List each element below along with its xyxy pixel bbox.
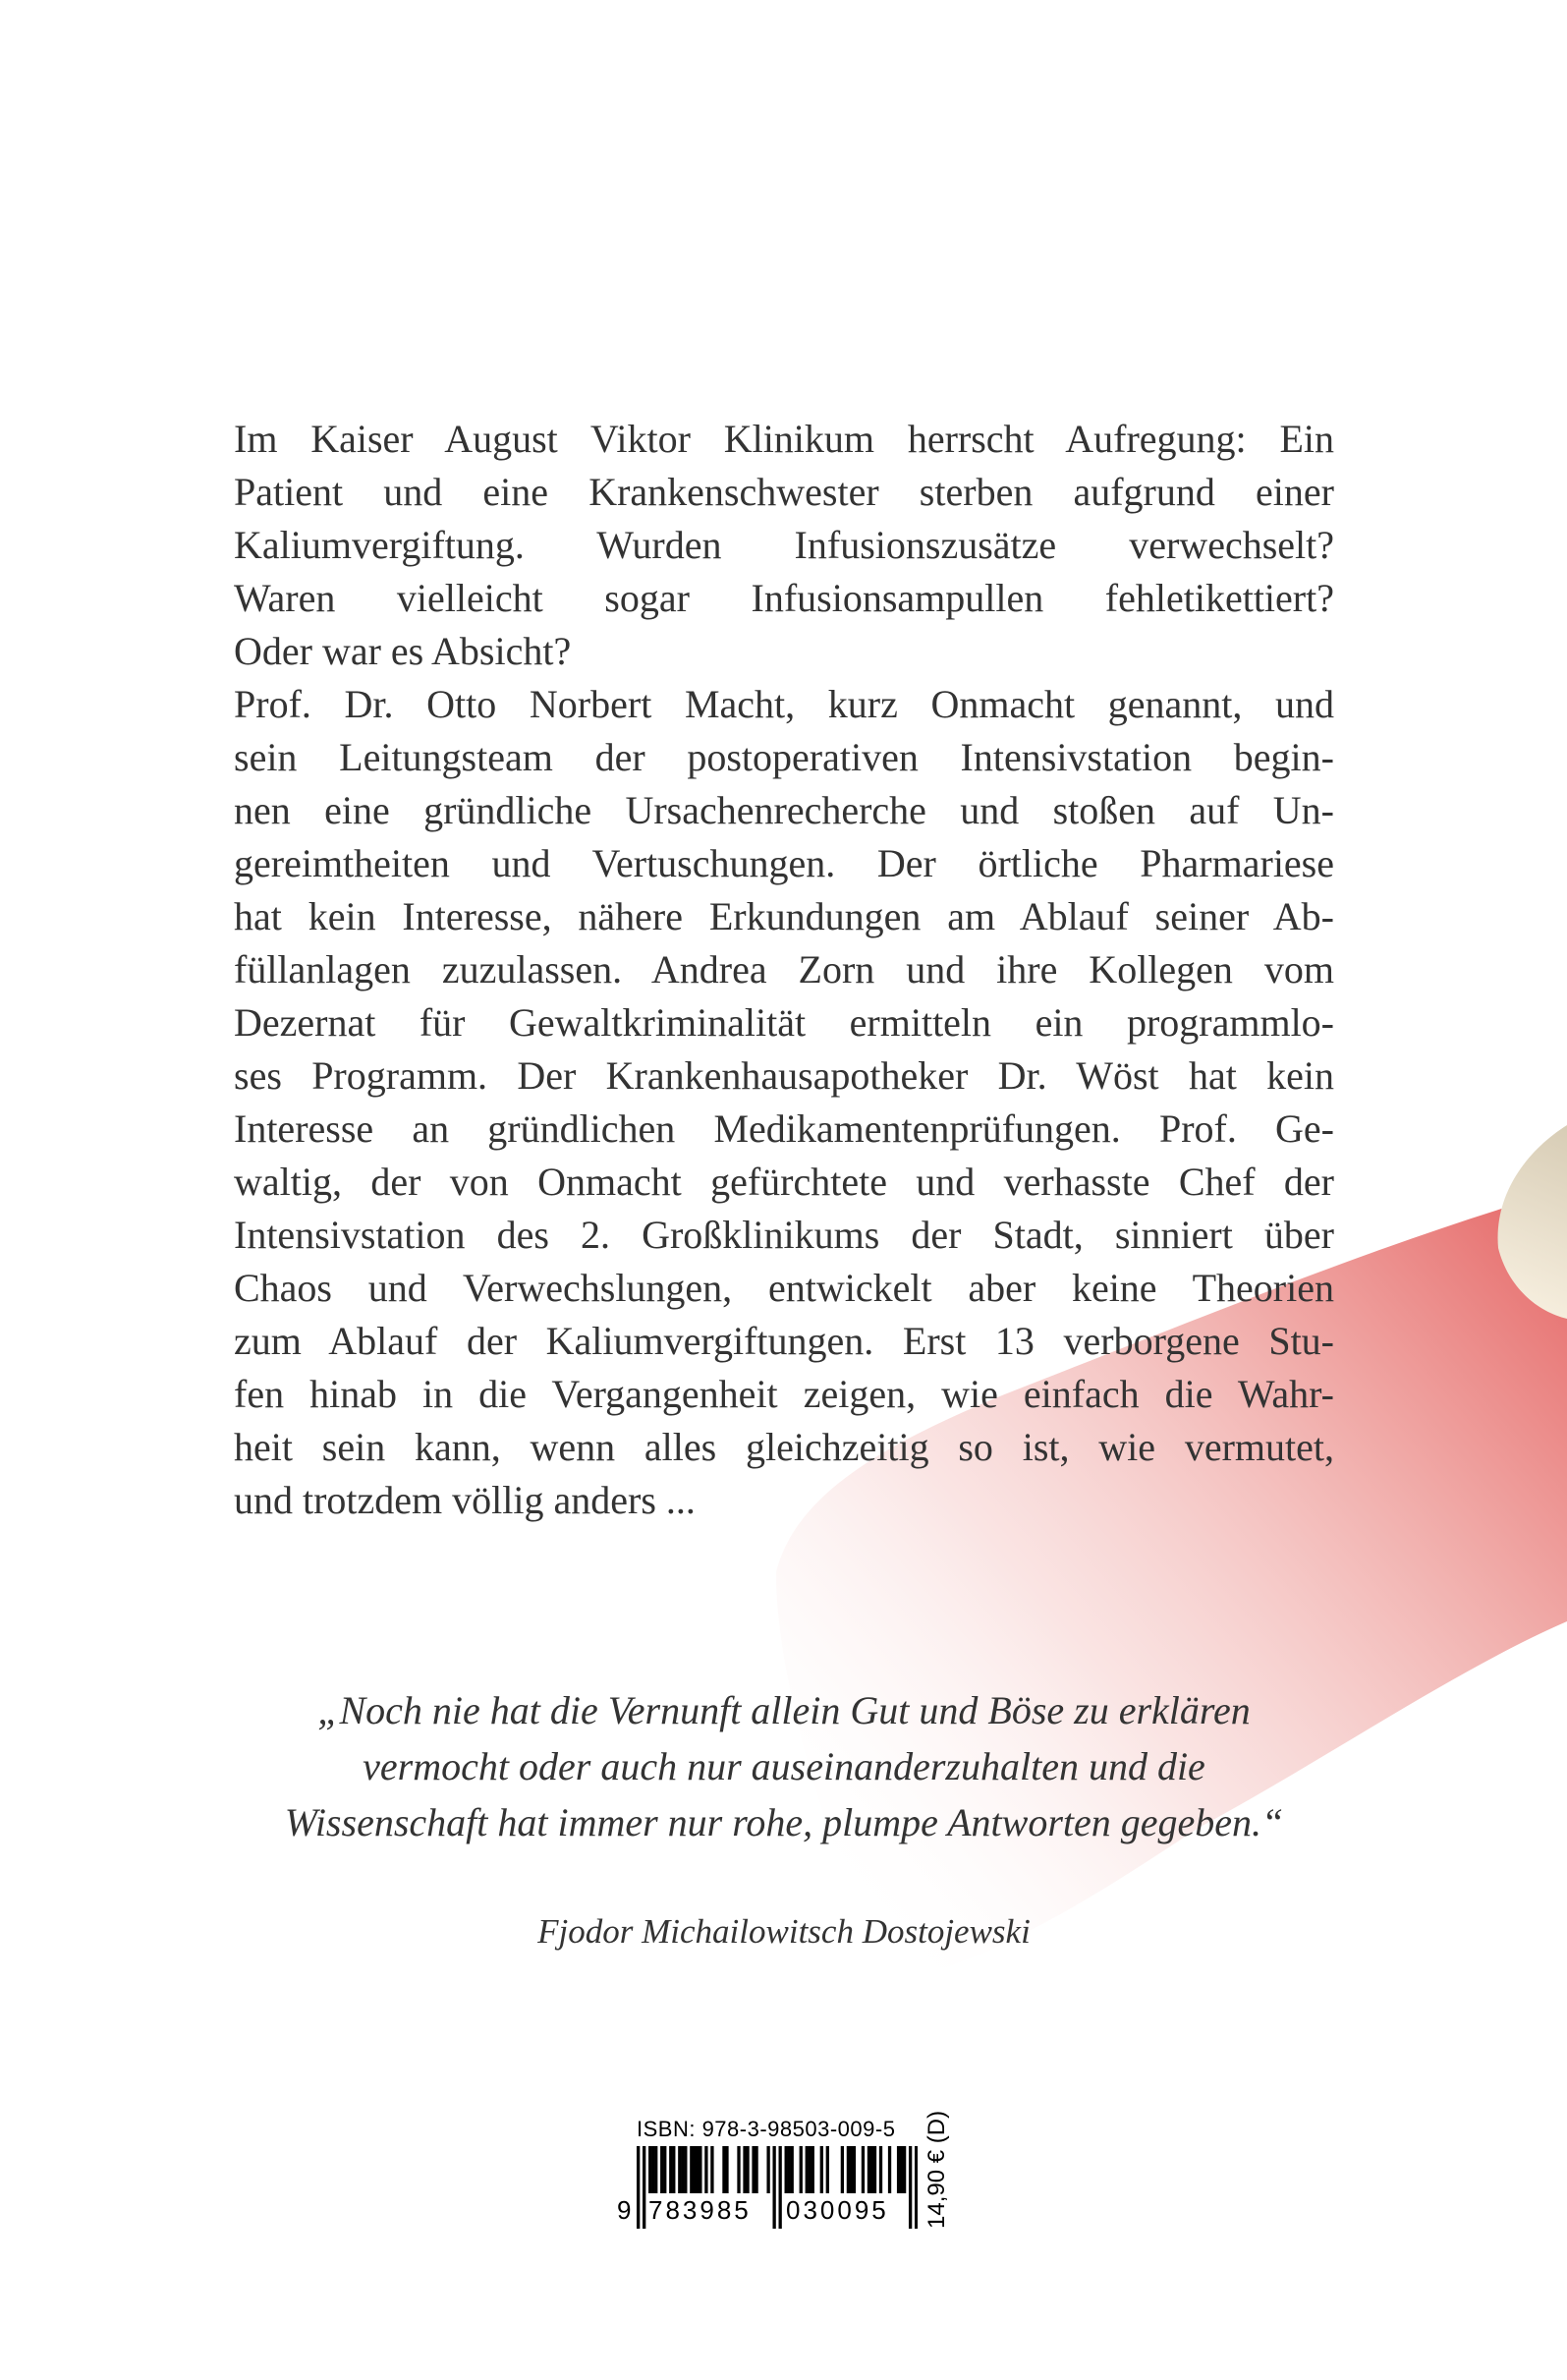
description-line: waltig, der von Onmacht gefürchtete und verhasste Chef der [234, 1160, 1334, 1204]
description-line: Prof. Dr. Otto Norbert Macht, kurz Onmacht genannt, und [234, 682, 1334, 726]
description-line: heit sein kann, wenn alles gleichzeitig so ist, wie vermutet, [234, 1425, 1334, 1469]
barcode-bar [867, 2146, 870, 2193]
barcode-bar [755, 2146, 757, 2193]
barcode-bar [684, 2146, 687, 2193]
barcode-bar [779, 2146, 782, 2229]
barcode-bar [853, 2146, 856, 2193]
barcode-bar [879, 2146, 882, 2193]
epigraph-quote [234, 1682, 1334, 1850]
barcode-bar [772, 2146, 775, 2229]
description-line: Patient und eine Krankenschwester sterben aufgrund einer [234, 470, 1334, 514]
barcode-bar [637, 2146, 640, 2229]
description-paragraph-2 [234, 678, 1334, 1527]
barcode-bar [900, 2146, 903, 2193]
barcode-bar [699, 2146, 701, 2193]
barcode-digit-first: 9 [617, 2195, 635, 2225]
description-line: gereimtheiten und Vertuschungen. Der örtliche Pharmariese [234, 841, 1334, 885]
barcode-bar [725, 2146, 728, 2193]
barcode-bar [862, 2146, 865, 2193]
barcode-bar [651, 2146, 654, 2193]
barcode-bar [809, 2146, 811, 2193]
barcode-bar [690, 2146, 693, 2193]
description-line: Intensivstation des 2. Großklinikums der Stadt, sinniert über [234, 1213, 1334, 1257]
description-line: Waren vielleicht sogar Infusionsampullen fehletikettiert? [234, 576, 1334, 620]
barcode-bar [915, 2146, 918, 2229]
barcode-bar [811, 2146, 814, 2193]
barcode-bar [660, 2146, 663, 2193]
barcode-bar [722, 2146, 725, 2193]
barcode-bar [847, 2146, 850, 2193]
barcode-bar [903, 2146, 906, 2193]
barcode-bar [669, 2146, 672, 2193]
barcode-bar [806, 2146, 809, 2193]
barcode-bar [693, 2146, 696, 2193]
barcode-bar [841, 2146, 844, 2193]
quote-line: Wissenschaft hat immer nur rohe, plumpe Antworten gegeben.“ [284, 1800, 1284, 1844]
barcode-bar [672, 2146, 675, 2193]
barcode-bar [873, 2146, 876, 2193]
barcode-bar [820, 2146, 823, 2193]
barcode-bar [737, 2146, 740, 2193]
barcode-digits-left: 783985 [648, 2195, 752, 2225]
barcode-bar [766, 2146, 769, 2193]
description-paragraph-1 [234, 413, 1334, 678]
description-line: zum Ablauf der Kaliumvergiftungen. Erst 13 verborgene Stu- [234, 1319, 1334, 1363]
barcode-bar [800, 2146, 803, 2193]
barcode-bar [870, 2146, 873, 2193]
description-line: Interesse an gründlichen Medikamentenprüfungen. Prof. Ge- [234, 1106, 1334, 1151]
description-line: hat kein Interesse, nähere Erkundungen am Ablauf seiner Ab- [234, 894, 1334, 938]
isbn-label: ISBN: 978-3-98503-009-5 [637, 2117, 896, 2141]
description-line: sein Leitungsteam der postoperativen Intensivstation begin- [234, 735, 1334, 779]
barcode-bar [850, 2146, 853, 2193]
description-line: Oder war es Absicht? [234, 629, 572, 673]
barcode-bar [648, 2146, 651, 2193]
barcode-bar [678, 2146, 681, 2193]
description-line: Kaliumvergiftung. Wurden Infusionszusätze verwechselt? [234, 523, 1334, 567]
quote-author: Fjodor Michailowitsch Dostojewski [537, 1912, 1031, 1951]
barcode-bar [788, 2146, 791, 2193]
barcode-bar [888, 2146, 891, 2193]
description-line: und trotzdem völlig anders ... [234, 1478, 696, 1522]
barcode-bar [704, 2146, 707, 2193]
price-label: 14,90 € (D) [923, 2110, 950, 2229]
description-line: ses Programm. Der Krankenhausapotheker Dr. Wöst hat kein [234, 1053, 1334, 1098]
barcode-bar [909, 2146, 912, 2229]
description-line: Im Kaiser August Viktor Klinikum herrscht Aufregung: Ein [234, 417, 1334, 461]
barcode-bar [710, 2146, 713, 2193]
barcode-bar [696, 2146, 699, 2193]
barcode-bar [785, 2146, 788, 2193]
quote-line: vermocht oder auch nur auseinanderzuhalten und die [363, 1744, 1205, 1788]
barcode-bar [681, 2146, 684, 2193]
barcode-bar [791, 2146, 794, 2193]
barcode-bar [752, 2146, 755, 2193]
description-line: füllanlagen zuzulassen. Andrea Zorn und ihre Kollegen vom [234, 947, 1334, 992]
barcode-bar [743, 2146, 746, 2193]
description-line: Chaos und Verwechslungen, entwickelt aber keine Theorien [234, 1266, 1334, 1310]
barcode-bar [663, 2146, 666, 2193]
barcode-digits-right: 030095 [786, 2195, 889, 2225]
quote-line: „Noch nie hat die Vernunft allein Gut und Böse zu erklären [317, 1688, 1251, 1732]
barcode-bar [654, 2146, 657, 2193]
description-line: fen hinab in die Vergangenheit zeigen, wie einfach die Wahr- [234, 1372, 1334, 1416]
barcode-bar [746, 2146, 749, 2193]
book-description [234, 413, 1334, 1527]
description-line: nen eine gründliche Ursachenrecherche und stoßen auf Un- [234, 788, 1334, 832]
description-line: Dezernat für Gewaltkriminalität ermitteln ein programmlo- [234, 1000, 1334, 1045]
barcode-bar [643, 2146, 645, 2229]
barcode-bar [826, 2146, 829, 2193]
barcode-bar [897, 2146, 900, 2193]
